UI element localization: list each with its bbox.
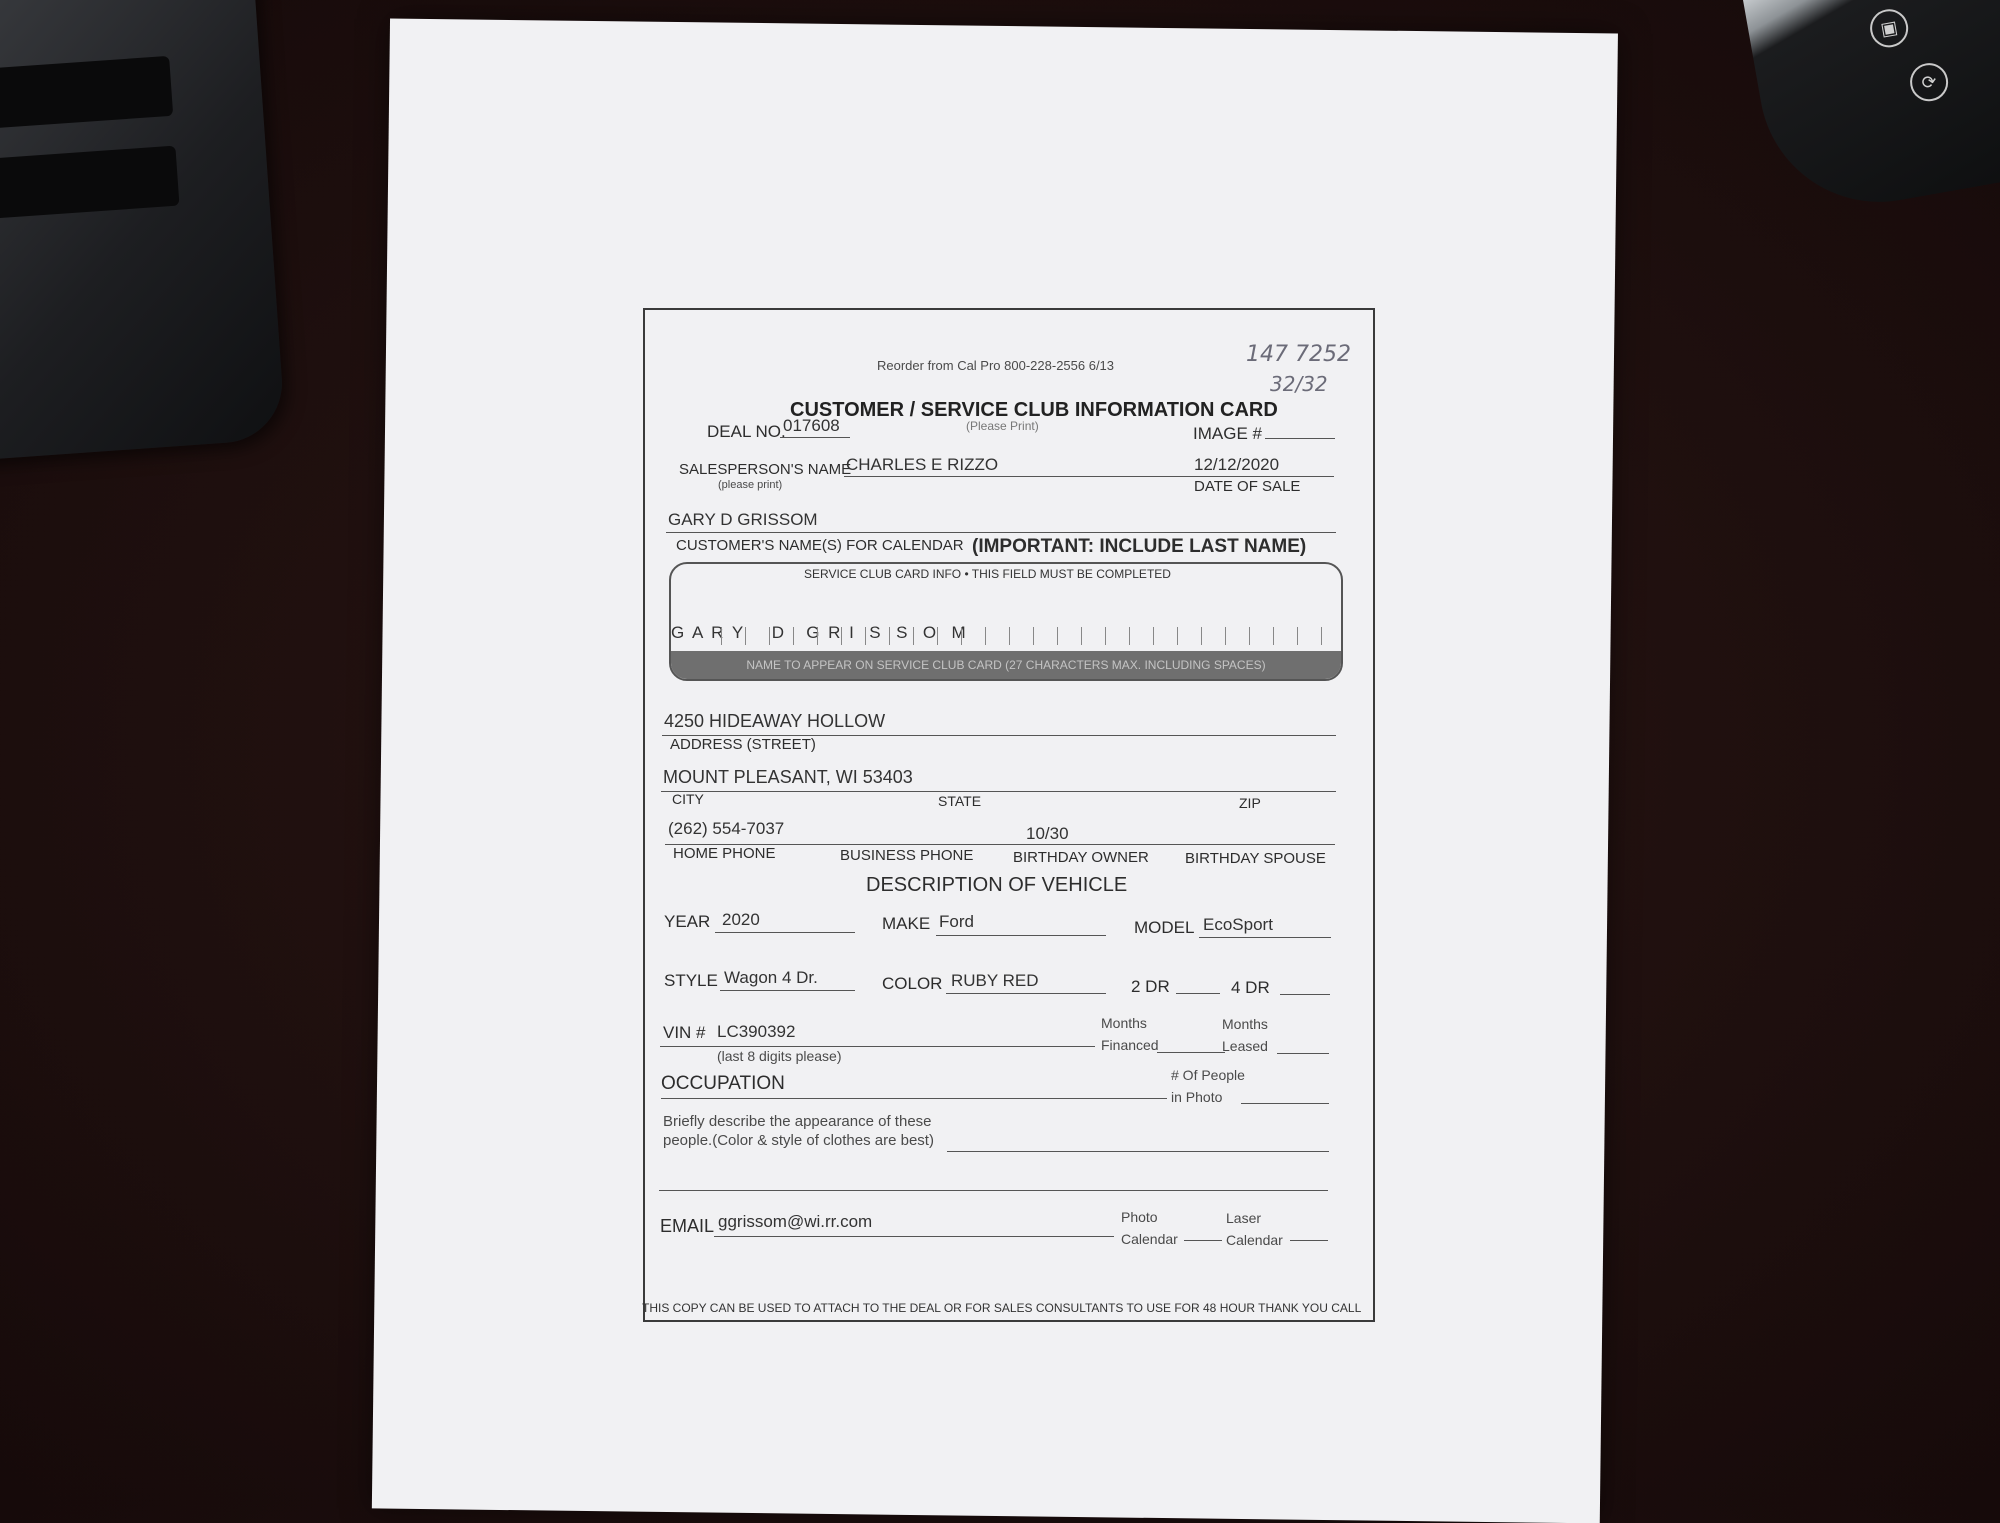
- months-financed-line2: Financed: [1101, 1037, 1159, 1053]
- style-value: Wagon 4 Dr.: [724, 968, 818, 987]
- photo-calendar-line2: Calendar: [1121, 1231, 1178, 1247]
- photo-calendar-line1: Photo: [1121, 1209, 1158, 1225]
- form-footer: THIS COPY CAN BE USED TO ATTACH TO THE DEAL OR FOR SALES CONSULTANTS TO USE FOR 48 HOUR THANK YOU CALL: [642, 1301, 1362, 1315]
- salesperson-value: CHARLES E RIZZO: [846, 455, 999, 474]
- deal-no-value: 017608: [783, 416, 840, 435]
- card-header: SERVICE CLUB CARD INFO • THIS FIELD MUST BE COMPLETED: [804, 567, 1171, 581]
- birthday-spouse-label: BIRTHDAY SPOUSE: [1185, 850, 1326, 867]
- card-name-value: G A R Y D G R I S S O M: [671, 623, 968, 642]
- people-in-photo-line2: in Photo: [1171, 1089, 1223, 1105]
- handwritten-number: 147 7252: [1246, 342, 1351, 367]
- address-value: 4250 HIDEAWAY HOLLOW: [664, 711, 886, 731]
- make-value: Ford: [939, 912, 974, 931]
- make-label: MAKE: [882, 914, 931, 933]
- date-of-sale-value: 12/12/2020: [1194, 455, 1280, 474]
- handwritten-fraction: 32/32: [1270, 372, 1328, 396]
- vin-value: LC390392: [717, 1022, 796, 1041]
- home-phone-value: (262) 554-7037: [668, 819, 785, 838]
- color-value: RUBY RED: [951, 971, 1039, 990]
- card-footer-text: NAME TO APPEAR ON SERVICE CLUB CARD (27 CHARACTERS MAX. INCLUDING SPACES): [746, 658, 1266, 672]
- important-note: (IMPORTANT: INCLUDE LAST NAME): [972, 536, 1307, 557]
- vin-sub: (last 8 digits please): [717, 1048, 842, 1064]
- months-leased-line1: Months: [1222, 1016, 1268, 1032]
- describe-line2: people.(Color & style of clothes are best): [663, 1132, 934, 1149]
- remote-start-icon: ⟳: [1907, 60, 1951, 104]
- reorder-note: Reorder from Cal Pro 800-228-2556 6/13: [877, 358, 1115, 373]
- customer-name-label: CUSTOMER'S NAME(S) FOR CALENDAR: [676, 537, 964, 554]
- style-label: STYLE: [664, 971, 718, 990]
- city-label: CITY: [672, 791, 704, 807]
- email-label: EMAIL: [660, 1216, 715, 1236]
- email-value: ggrissom@wi.rr.com: [718, 1212, 873, 1231]
- card-footer-bar: [671, 651, 1341, 679]
- form-title: CUSTOMER / SERVICE CLUB INFORMATION CARD: [790, 399, 1278, 421]
- service-club-card: [669, 562, 1343, 681]
- date-of-sale-label: DATE OF SALE: [1194, 478, 1301, 495]
- occupation-label: OCCUPATION: [661, 1073, 785, 1094]
- two-door-label: 2 DR: [1131, 977, 1170, 996]
- laser-calendar-line1: Laser: [1226, 1210, 1262, 1226]
- birthday-owner-label: BIRTHDAY OWNER: [1013, 849, 1149, 866]
- address-label: ADDRESS (STREET): [670, 736, 816, 753]
- model-label: MODEL: [1134, 918, 1195, 937]
- business-phone-label: BUSINESS PHONE: [840, 847, 974, 864]
- please-print-note: (Please Print): [966, 419, 1039, 433]
- laser-calendar-line2: Calendar: [1226, 1232, 1283, 1248]
- customer-name-value: GARY D GRISSOM: [668, 510, 818, 529]
- color-label: COLOR: [882, 974, 943, 993]
- birthday-owner-value: 10/30: [1026, 824, 1069, 843]
- describe-line1: Briefly describe the appearance of these: [663, 1113, 932, 1130]
- people-in-photo-line1: # Of People: [1171, 1067, 1245, 1083]
- city-value: MOUNT PLEASANT, WI 53403: [663, 767, 913, 787]
- model-value: EcoSport: [1203, 915, 1273, 934]
- deal-no-label: DEAL NO.: [707, 422, 786, 441]
- state-label: STATE: [938, 793, 982, 809]
- year-value: 2020: [722, 910, 760, 929]
- salesperson-label: SALESPERSON'S NAME: [679, 461, 852, 478]
- four-door-label: 4 DR: [1231, 978, 1270, 997]
- lock-icon: ▣: [1867, 6, 1911, 50]
- months-financed-line1: Months: [1101, 1015, 1147, 1031]
- zip-label: ZIP: [1239, 795, 1261, 811]
- year-label: YEAR: [664, 912, 711, 931]
- months-leased-line2: Leased: [1222, 1038, 1268, 1054]
- image-label: IMAGE #: [1193, 424, 1262, 443]
- vin-label: VIN #: [663, 1023, 706, 1042]
- salesperson-sub: (please print): [718, 479, 783, 491]
- dashboard-vent: [0, 0, 286, 460]
- home-phone-label: HOME PHONE: [673, 845, 776, 862]
- vehicle-heading: DESCRIPTION OF VEHICLE: [866, 874, 1128, 896]
- key-fob: [1742, 0, 2000, 221]
